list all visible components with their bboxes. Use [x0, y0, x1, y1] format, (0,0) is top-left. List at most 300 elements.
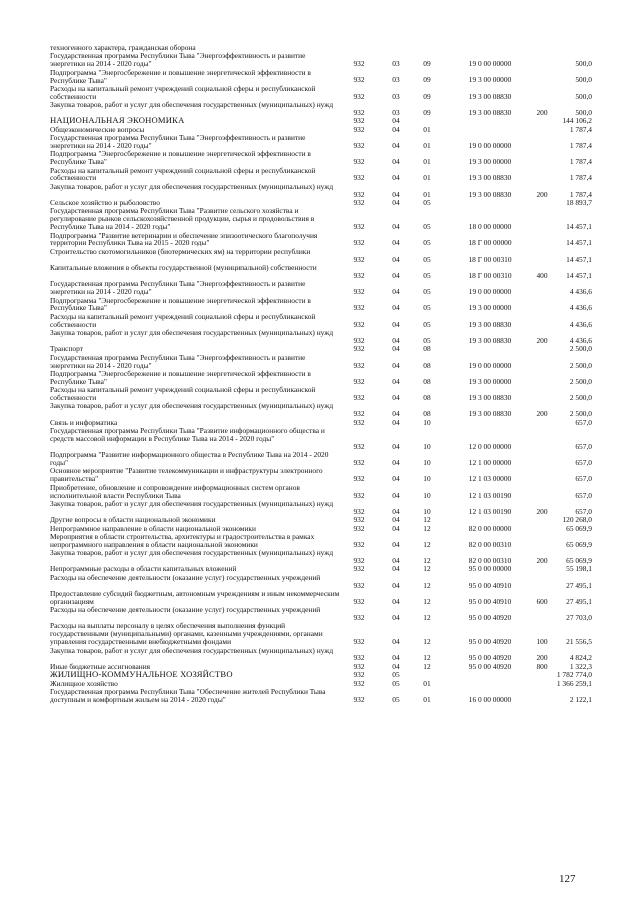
admin-code: 932 [353, 580, 365, 590]
amount: 144 106,2 [562, 116, 592, 126]
amount: 14 457,1 [566, 238, 592, 248]
table-row [0, 232, 640, 248]
row-description: Подпрограмма "Энергосбережение и повышение энергетической эффективности в Республике Тыва" [50, 295, 311, 313]
expense-type-code: 200 [536, 653, 548, 663]
target-article-code: 18 0 00 00000 [468, 222, 512, 232]
section-code: 04 [392, 409, 400, 419]
expense-type-code: 100 [536, 637, 548, 647]
target-article-code: 95 0 00 40910 [468, 596, 512, 606]
row-description: Другие вопросы в области национальной экономики [50, 515, 216, 525]
row-description: Жилищное хозяйство [50, 678, 118, 688]
target-article-code: 19 3 00 08830 [468, 189, 512, 199]
admin-code: 932 [353, 637, 365, 647]
subsection-code: 05 [423, 303, 431, 313]
target-article-code: 95 0 00 40920 [468, 637, 512, 647]
admin-code: 932 [353, 409, 365, 419]
table-row [0, 264, 640, 280]
admin-code: 932 [353, 678, 365, 688]
admin-code: 932 [353, 107, 365, 117]
table-row [0, 427, 640, 451]
table-row [0, 52, 640, 68]
table-row [0, 647, 640, 663]
expense-type-code: 200 [536, 335, 548, 345]
table-row [0, 183, 640, 199]
admin-code: 932 [353, 539, 365, 549]
row-description: Связь и информатика [50, 417, 118, 427]
table-row [0, 500, 640, 516]
section-code: 03 [392, 59, 400, 69]
admin-code: 932 [353, 140, 365, 150]
row-description: Закупка товаров, работ и услуг для обеспечения государственных (муниципальных) нужд [50, 100, 334, 110]
target-article-code: 16 0 00 00000 [468, 694, 512, 704]
amount: 2 500,0 [569, 344, 592, 354]
amount: 27 495,1 [566, 580, 592, 590]
amount: 27 703,0 [566, 613, 592, 623]
target-article-code: 12 1 03 00190 [468, 490, 512, 500]
target-article-code: 19 3 00 08830 [468, 335, 512, 345]
section-code: 04 [392, 653, 400, 663]
table-row [0, 313, 640, 329]
row-description: Расходы на капитальный ремонт учреждений социальной сферы и республиканской собственности [50, 83, 316, 101]
subsection-code: 01 [423, 157, 431, 167]
amount: 14 457,1 [566, 222, 592, 232]
row-description: Расходы на капитальный ремонт учреждений социальной сферы и республиканской собственности [50, 311, 316, 329]
expense-type-code: 200 [536, 409, 548, 419]
target-article-code: 19 3 00 08830 [468, 107, 512, 117]
section-code: 04 [392, 222, 400, 232]
subsection-code: 12 [423, 637, 431, 647]
target-article-code: 82 0 00 00310 [468, 555, 512, 565]
amount: 65 069,9 [566, 539, 592, 549]
subsection-code: 05 [423, 198, 431, 208]
section-code: 03 [392, 107, 400, 117]
subsection-code: 10 [423, 417, 431, 427]
amount: 65 069,9 [566, 523, 592, 533]
amount: 500,0 [575, 91, 592, 101]
target-article-code: 19 3 00 08830 [468, 319, 512, 329]
admin-code: 932 [353, 222, 365, 232]
admin-code: 932 [353, 319, 365, 329]
table-row [0, 134, 640, 150]
table-row [0, 484, 640, 500]
row-description: Государственная программа Республики Тыва "Развитие информационного общества и средств массовой информации в Республике Тыва на 2014 - 2020 годы" [50, 426, 325, 443]
amount: 657,0 [575, 458, 592, 468]
admin-code: 932 [353, 116, 365, 126]
admin-code: 932 [353, 393, 365, 403]
subsection-code: 05 [423, 222, 431, 232]
section-code: 04 [392, 506, 400, 516]
row-description: Транспорт [50, 344, 83, 354]
subsection-code: 10 [423, 474, 431, 484]
table-row [0, 549, 640, 565]
subsection-code: 05 [423, 335, 431, 345]
row-description: Общеэкономические вопросы [50, 124, 145, 134]
target-article-code: 82 0 00 00310 [468, 539, 512, 549]
row-description: Непрограммное направление в области национальной экономики [50, 523, 256, 533]
admin-code: 932 [353, 506, 365, 516]
admin-code: 932 [353, 661, 365, 671]
section-code: 04 [392, 157, 400, 167]
amount: 2 500,0 [569, 409, 592, 419]
row-description: ЖИЛИЩНО-КОММУНАЛЬНОЕ ХОЗЯЙСТВО [50, 669, 233, 680]
admin-code: 932 [353, 344, 365, 354]
section-code: 04 [392, 173, 400, 183]
admin-code: 932 [353, 75, 365, 85]
section-code: 04 [392, 596, 400, 606]
section-code: 04 [392, 441, 400, 451]
target-article-code: 95 0 00 40920 [468, 653, 512, 663]
page-number: 127 [559, 873, 576, 885]
section-code: 04 [392, 393, 400, 403]
amount: 1 782 774,0 [556, 670, 592, 680]
amount: 4 436,6 [569, 319, 592, 329]
table-row [0, 167, 640, 183]
admin-code: 932 [353, 124, 365, 134]
subsection-code: 01 [423, 173, 431, 183]
amount: 4 824,2 [569, 653, 592, 663]
expense-type-code: 600 [536, 596, 548, 606]
section-code: 03 [392, 91, 400, 101]
subsection-code: 08 [423, 409, 431, 419]
admin-code: 932 [353, 653, 365, 663]
expense-type-code: 200 [536, 189, 548, 199]
table-row [0, 69, 640, 85]
subsection-code: 12 [423, 515, 431, 525]
section-code: 04 [392, 539, 400, 549]
target-article-code: 19 0 00 00000 [468, 287, 512, 297]
row-description: Закупка товаров, работ и услуг для обеспечения государственных (муниципальных) нужд [50, 181, 334, 191]
target-article-code: 19 3 00 08830 [468, 409, 512, 419]
table-row [0, 451, 640, 467]
expense-type-code: 200 [536, 555, 548, 565]
row-description: Расходы на выплаты персоналу в целях обеспечения выполнения функций государственными (муниципальными) органами, казенными учреждениями, органами управления государственными внебюджетными фондами [50, 621, 323, 647]
row-description: Непрограммные расходы в области капитальных вложений [50, 564, 237, 574]
table-row [0, 533, 640, 549]
subsection-code: 05 [423, 254, 431, 264]
admin-code: 932 [353, 198, 365, 208]
admin-code: 932 [353, 157, 365, 167]
amount: 657,0 [575, 506, 592, 516]
admin-code: 932 [353, 490, 365, 500]
target-article-code: 19 3 00 00000 [468, 303, 512, 313]
row-description: Государственная программа Республики Тыва "Обеспечение жителей Республики Тыва доступным и комфортным жильем на 2014 - 2020 годы" [50, 686, 326, 704]
subsection-code: 08 [423, 344, 431, 354]
subsection-code: 10 [423, 441, 431, 451]
row-description: Закупка товаров, работ и услуг для обеспечения государственных (муниципальных) нужд [50, 498, 334, 508]
section-code: 04 [392, 580, 400, 590]
expense-type-code: 200 [536, 107, 548, 117]
target-article-code: 95 0 00 40920 [468, 613, 512, 623]
table-row [0, 207, 640, 231]
subsection-code: 12 [423, 653, 431, 663]
amount: 1 787,4 [569, 173, 592, 183]
row-description: Государственная программа Республики Тыва "Развитие сельского хозяйства и регулирование рынков сельскохозяйственной продукции, сырья и продовольствия в Республике Тыва на 2014 - 2020 годы" [50, 206, 315, 232]
section-code: 04 [392, 555, 400, 565]
section-code: 04 [392, 344, 400, 354]
amount: 657,0 [575, 417, 592, 427]
amount: 657,0 [575, 441, 592, 451]
amount: 120 268,0 [562, 515, 592, 525]
table-row [0, 516, 640, 524]
expense-type-code: 800 [536, 661, 548, 671]
target-article-code: 19 0 00 00000 [468, 360, 512, 370]
target-article-code: 12 1 03 00190 [468, 506, 512, 516]
target-article-code: 18 Г 00 00310 [468, 254, 512, 264]
target-article-code: 12 1 03 00000 [468, 474, 512, 484]
section-code: 04 [392, 490, 400, 500]
section-code: 04 [392, 303, 400, 313]
subsection-code: 12 [423, 613, 431, 623]
row-description: Государственная программа Республики Тыва "Энергоэффективность и развитие энергетики на 2014 - 2020 годы" [50, 352, 306, 370]
row-description: Строительство скотомогильников (биотермических ям) на территории республики [50, 246, 311, 256]
admin-code: 932 [353, 189, 365, 199]
section-code: 04 [392, 124, 400, 134]
target-article-code: 19 3 00 08830 [468, 91, 512, 101]
target-article-code: 19 3 00 00000 [468, 157, 512, 167]
admin-code: 932 [353, 474, 365, 484]
target-article-code: 82 0 00 00000 [468, 523, 512, 533]
section-code: 05 [392, 670, 400, 680]
section-code: 04 [392, 238, 400, 248]
table-row [0, 467, 640, 483]
subsection-code: 09 [423, 107, 431, 117]
section-code: 04 [392, 335, 400, 345]
subsection-code: 08 [423, 393, 431, 403]
row-description: Мероприятия в области строительства, архитектуры и градостроительства в рамках непрограммного направления в области национальной экономики [50, 531, 315, 549]
table-row [0, 622, 640, 646]
subsection-code: 09 [423, 59, 431, 69]
amount: 4 436,6 [569, 335, 592, 345]
admin-code: 932 [353, 523, 365, 533]
row-description: техногенного характера, гражданская оборона [50, 43, 196, 52]
section-code: 04 [392, 140, 400, 150]
subsection-code: 01 [423, 140, 431, 150]
subsection-code: 12 [423, 523, 431, 533]
target-article-code: 19 3 00 00000 [468, 75, 512, 85]
table-row [0, 370, 640, 386]
table-row [0, 297, 640, 313]
amount: 2 500,0 [569, 360, 592, 370]
admin-code: 932 [353, 596, 365, 606]
row-description: Подпрограмма "Энергосбережение и повышение энергетической эффективности в Республике Тыва" [50, 67, 311, 85]
section-code: 04 [392, 116, 400, 126]
amount: 657,0 [575, 474, 592, 484]
admin-code: 932 [353, 613, 365, 623]
amount: 14 457,1 [566, 254, 592, 264]
amount: 21 556,5 [566, 637, 592, 647]
admin-code: 932 [353, 441, 365, 451]
table-row [0, 671, 640, 679]
amount: 27 495,1 [566, 596, 592, 606]
table-row [0, 150, 640, 166]
amount: 657,0 [575, 490, 592, 500]
target-article-code: 19 0 00 00000 [468, 140, 512, 150]
admin-code: 932 [353, 238, 365, 248]
subsection-code: 01 [423, 694, 431, 704]
table-row [0, 688, 640, 704]
target-article-code: 18 Г 00 00310 [468, 270, 512, 280]
row-description: Расходы на капитальный ремонт учреждений социальной сферы и республиканской собственности [50, 385, 316, 403]
subsection-code: 05 [423, 270, 431, 280]
admin-code: 932 [353, 515, 365, 525]
admin-code: 932 [353, 376, 365, 386]
row-description: Иные бюджетные ассигнования [50, 661, 151, 671]
section-code: 04 [392, 474, 400, 484]
section-code: 04 [392, 360, 400, 370]
row-description: Закупка товаров, работ и услуг для обеспечения государственных (муниципальных) нужд [50, 328, 334, 338]
row-description: Расходы на обеспечение деятельности (оказание услуг) государственных учреждений [50, 572, 321, 582]
row-description: Предоставление субсидий бюджетным, автономным учреждениям и иным некоммерческим организациям [50, 588, 340, 606]
row-description: Закупка товаров, работ и услуг для обеспечения государственных (муниципальных) нужд [50, 548, 334, 558]
admin-code: 932 [353, 564, 365, 574]
row-description: Закупка товаров, работ и услуг для обеспечения государственных (муниципальных) нужд [50, 401, 334, 411]
section-code: 04 [392, 564, 400, 574]
section-code: 04 [392, 458, 400, 468]
subsection-code: 01 [423, 124, 431, 134]
section-code: 04 [392, 613, 400, 623]
row-description: Сельское хозяйство и рыболовство [50, 198, 160, 208]
table-row [0, 574, 640, 590]
row-description: Капитальные вложения в объекты государственной (муниципальной) собственности [50, 263, 317, 273]
subsection-code: 10 [423, 506, 431, 516]
admin-code: 932 [353, 303, 365, 313]
subsection-code: 01 [423, 189, 431, 199]
section-code: 05 [392, 694, 400, 704]
row-description: Расходы на капитальный ремонт учреждений социальной сферы и республиканской собственности [50, 165, 316, 183]
amount: 500,0 [575, 107, 592, 117]
table-row [0, 280, 640, 296]
target-article-code: 95 0 00 40920 [468, 661, 512, 671]
amount: 18 893,7 [566, 198, 592, 208]
section-code: 04 [392, 417, 400, 427]
subsection-code: 05 [423, 319, 431, 329]
table-row [0, 345, 640, 353]
row-description: Приобретение, обновление и сопровождение информационных систем органов исполнительной власти Республики Тыва [50, 482, 300, 500]
row-description: Подпрограмма "Развитие информационного общества в Республике Тыва на 2014 - 2020 годы" [50, 450, 329, 468]
section-code: 04 [392, 254, 400, 264]
amount: 1 787,4 [569, 189, 592, 199]
subsection-code: 08 [423, 376, 431, 386]
admin-code: 932 [353, 417, 365, 427]
section-code: 03 [392, 75, 400, 85]
row-description: Государственная программа Республики Тыва "Энергоэффективность и развитие энергетики на 2014 - 2020 годы" [50, 133, 306, 150]
section-code: 04 [392, 198, 400, 208]
amount: 55 198,1 [566, 564, 592, 574]
subsection-code: 08 [423, 360, 431, 370]
target-article-code: 95 0 00 00000 [468, 564, 512, 574]
subsection-code: 12 [423, 564, 431, 574]
admin-code: 932 [353, 670, 365, 680]
amount: 1 366 259,1 [556, 678, 592, 688]
admin-code: 932 [353, 458, 365, 468]
subsection-code: 12 [423, 539, 431, 549]
admin-code: 932 [353, 335, 365, 345]
row-description: НАЦИОНАЛЬНАЯ ЭКОНОМИКА [50, 115, 185, 126]
subsection-code: 12 [423, 580, 431, 590]
row-description: Подпрограмма "Развитие ветеринарии и обеспечение эпизоотического благополучия территории Республики Тыва на 2015 - 2020 годы" [50, 230, 318, 248]
table-row [0, 402, 640, 418]
amount: 4 436,6 [569, 303, 592, 313]
section-code: 04 [392, 287, 400, 297]
target-article-code: 18 Г 00 00000 [468, 238, 512, 248]
subsection-code: 10 [423, 490, 431, 500]
table-row [0, 386, 640, 402]
subsection-code: 12 [423, 596, 431, 606]
amount: 65 069,9 [566, 555, 592, 565]
subsection-code: 12 [423, 661, 431, 671]
amount: 500,0 [575, 75, 592, 85]
expense-type-code: 400 [536, 270, 548, 280]
row-description: Подпрограмма "Энергосбережение и повышение энергетической эффективности в Республике Тыва" [50, 149, 311, 167]
admin-code: 932 [353, 173, 365, 183]
section-code: 04 [392, 637, 400, 647]
amount: 1 787,4 [569, 140, 592, 150]
expense-type-code: 200 [536, 506, 548, 516]
target-article-code: 95 0 00 40910 [468, 580, 512, 590]
admin-code: 932 [353, 254, 365, 264]
target-article-code: 19 3 00 00000 [468, 376, 512, 386]
subsection-code: 12 [423, 555, 431, 565]
amount: 14 457,1 [566, 270, 592, 280]
table-row [0, 606, 640, 622]
amount: 1 787,4 [569, 124, 592, 134]
subsection-code: 10 [423, 458, 431, 468]
admin-code: 932 [353, 270, 365, 280]
target-article-code: 19 0 00 00000 [468, 59, 512, 69]
target-article-code: 12 0 00 00000 [468, 441, 512, 451]
subsection-code: 01 [423, 678, 431, 688]
target-article-code: 12 1 00 00000 [468, 458, 512, 468]
target-article-code: 19 3 00 08830 [468, 393, 512, 403]
subsection-code: 05 [423, 287, 431, 297]
admin-code: 932 [353, 59, 365, 69]
section-code: 04 [392, 523, 400, 533]
amount: 4 436,6 [569, 287, 592, 297]
admin-code: 932 [353, 287, 365, 297]
table-row [0, 248, 640, 264]
subsection-code: 09 [423, 75, 431, 85]
row-description: Государственная программа Республики Тыва "Энергоэффективность и развитие энергетики на 2014 - 2020 годы" [50, 279, 306, 297]
table-row [0, 85, 640, 101]
section-code: 04 [392, 189, 400, 199]
amount: 1 322,3 [569, 661, 592, 671]
section-code: 04 [392, 270, 400, 280]
row-description: Закупка товаров, работ и услуг для обеспечения государственных (муниципальных) нужд [50, 645, 334, 655]
section-code: 05 [392, 678, 400, 688]
table-row [0, 329, 640, 345]
amount: 1 787,4 [569, 157, 592, 167]
row-description: Подпрограмма "Энергосбережение и повышение энергетической эффективности в Республике Тыва" [50, 368, 311, 386]
admin-code: 932 [353, 360, 365, 370]
amount: 2 122,1 [569, 694, 592, 704]
admin-code: 932 [353, 91, 365, 101]
row-description: Расходы на обеспечение деятельности (оказание услуг) государственных учреждений [50, 605, 321, 615]
section-code: 04 [392, 661, 400, 671]
row-description: Государственная программа Республики Тыва "Энергоэффективность и развитие энергетики на 2014 - 2020 годы" [50, 51, 306, 69]
section-code: 04 [392, 515, 400, 525]
section-code: 04 [392, 319, 400, 329]
section-code: 04 [392, 376, 400, 386]
target-article-code: 19 3 00 08830 [468, 173, 512, 183]
subsection-code: 05 [423, 238, 431, 248]
amount: 500,0 [575, 59, 592, 69]
table-row [0, 590, 640, 606]
subsection-code: 09 [423, 91, 431, 101]
amount: 2 500,0 [569, 393, 592, 403]
amount: 2 500,0 [569, 376, 592, 386]
admin-code: 932 [353, 555, 365, 565]
row-description: Основное мероприятие "Развитие телекоммуникации и инфраструктуры электронного правительства" [50, 466, 323, 484]
